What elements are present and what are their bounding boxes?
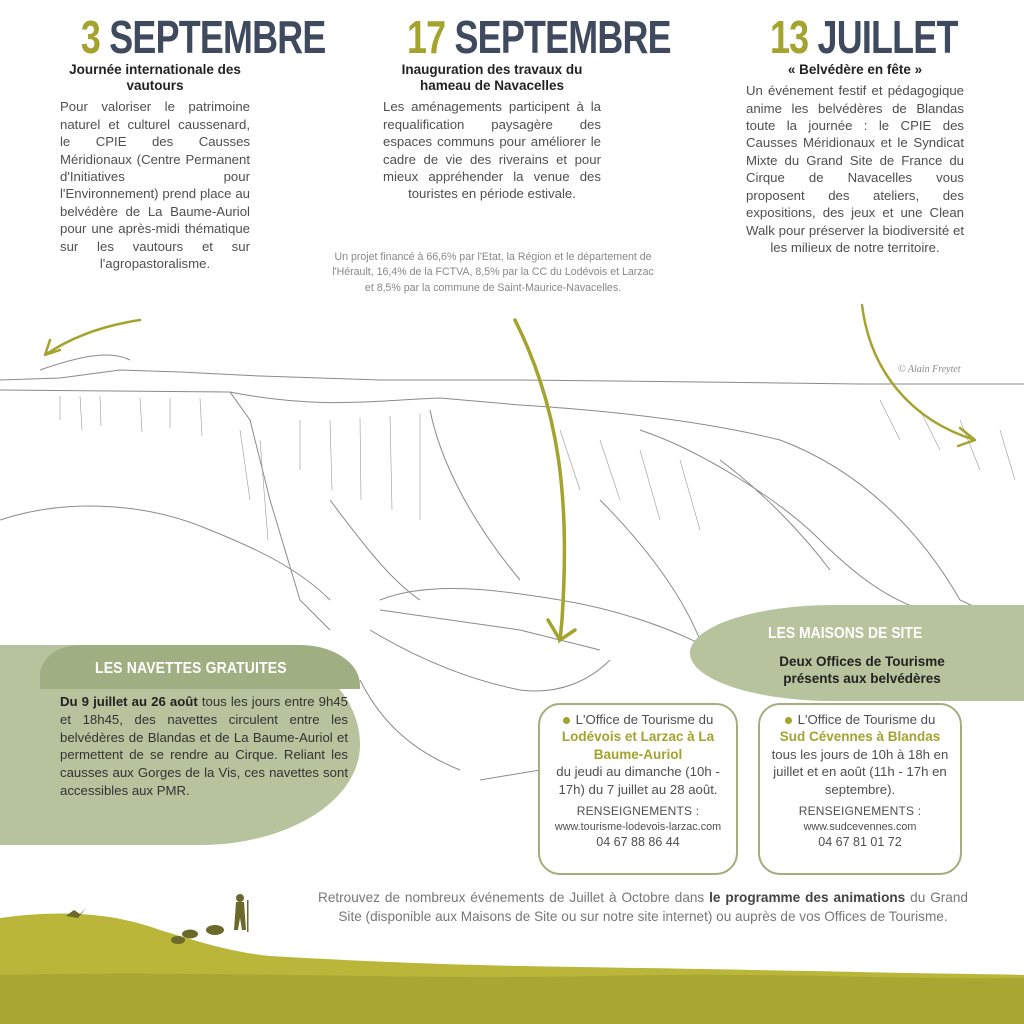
- event-belvedere: [746, 11, 964, 256]
- office-name: Sud Cévennes à Blandas: [779, 729, 941, 745]
- office-website-link[interactable]: www.sudcevennes.com: [803, 820, 917, 833]
- office-card-sudcevennes: [758, 703, 962, 875]
- event-title: « Belvédère en fête »: [787, 62, 923, 77]
- footer-programme-highlight: le programme des animations: [709, 890, 906, 905]
- date-day: 13: [769, 11, 809, 63]
- shepherd-icon: [234, 894, 249, 932]
- navettes-description: tous les jours entre 9h45 et 18h45, des navettes circulent entre les belvédères de Blandas et de La Baume-Auriol et permettent de se rendre au Cirque. Reliant les causses aux Gorges de la Vis, ces navettes sont accessibles aux PMR.: [60, 694, 348, 799]
- arrow-to-blandas: [862, 305, 975, 446]
- navettes-dates: Du 9 juillet au 26 août: [60, 694, 198, 709]
- arrow-to-hameau: [515, 320, 575, 640]
- office-hours: tous les jours de 10h à 18h en juillet et en août (11h - 17h en septembre).: [771, 746, 949, 797]
- office-phone: 04 67 88 86 44: [596, 835, 680, 850]
- event-description: Les aménagements participent à la requalification paysagère des espaces communs pour améliorer le cadre de vie des riverains et pour mieux appréhender la venue des touristes en période estivale.: [383, 99, 601, 202]
- sheep-icon: [171, 925, 224, 944]
- office-phone: 04 67 81 01 72: [818, 834, 902, 849]
- event-date: [80, 11, 326, 63]
- office-website-link[interactable]: www.tourisme-lodevois-larzac.com: [554, 821, 722, 834]
- date-month: SEPTEMBRE: [454, 11, 671, 63]
- footer-text-end: du Grand Site (disponible aux Maisons de Site ou sur notre site internet) ou auprès de vos Offices de Tourisme.: [338, 890, 968, 925]
- info-label: RENSEIGNEMENTS :: [576, 804, 700, 819]
- bullet-icon: [563, 717, 570, 724]
- event-date: [406, 11, 671, 63]
- bullet-icon: [785, 717, 792, 724]
- office-intro: L'Office de Tourisme du: [797, 712, 936, 727]
- event-inauguration: [383, 11, 671, 203]
- navettes-title: LES NAVETTES GRATUITES: [95, 660, 287, 677]
- maisons-title: LES MAISONS DE SITE: [768, 625, 923, 642]
- date-month: JUILLET: [817, 11, 958, 63]
- office-hours: du jeudi au dimanche (10h - 17h) du 7 juillet au 28 août.: [556, 764, 720, 797]
- maisons-subtitle: Deux Offices de Tourisme présents aux belvédères: [779, 654, 945, 687]
- event-title: Inauguration des travaux du hameau de Navacelles: [401, 62, 583, 94]
- illustration-credit: © Alain Freytet: [898, 364, 961, 375]
- date-day: 3: [80, 11, 101, 63]
- info-label: RENSEIGNEMENTS :: [798, 803, 922, 818]
- event-title: Journée internationale des vautours: [69, 62, 241, 94]
- office-name: Lodévois et Larzac à La Baume-Auriol: [561, 729, 715, 762]
- date-month: SEPTEMBRE: [109, 11, 326, 63]
- event-vautours: [60, 11, 326, 273]
- office-card-lodevois: [538, 703, 738, 875]
- event-description: Un événement festif et pédagogique anime les belvédères de Blandas toute la journée : le CPIE des Causses Méridionaux et le Syndicat Mixte du Grand Site de France du Cirque de Navacelles vous proposent des ateliers, des expositions, des jeux et une Clean Walk pour préserver la biodiversité et les milieux de notre territoire.: [746, 83, 964, 255]
- office-intro: L'Office de Tourisme du: [575, 712, 714, 727]
- footer-text-start: Retrouvez de nombreux événements de Juillet à Octobre dans: [318, 890, 710, 905]
- funding-note: Un projet financé à 66,6% par l'Etat, la Région et le département de l'Hérault, 16,4% de la FCTVA, 8,5% par la CC du Lodévois et Larzac et 8,5% par la commune de Saint-Maurice-Navacelles.: [332, 251, 654, 294]
- navettes-text: [60, 693, 348, 800]
- ground-silhouette: [0, 880, 1024, 1024]
- date-day: 17: [406, 11, 446, 63]
- arrow-to-baume: [45, 320, 140, 355]
- event-date: [769, 11, 958, 63]
- event-description: Pour valoriser le patrimoine naturel et culturel caussenard, le CPIE des Causses Méridionaux (Centre Permanent d'Initiatives pour l'Environnement) prend place au belvédère de La Baume-Auriol pour une après-midi thématique sur les vautours et sur l'agropastoralisme.: [60, 99, 250, 272]
